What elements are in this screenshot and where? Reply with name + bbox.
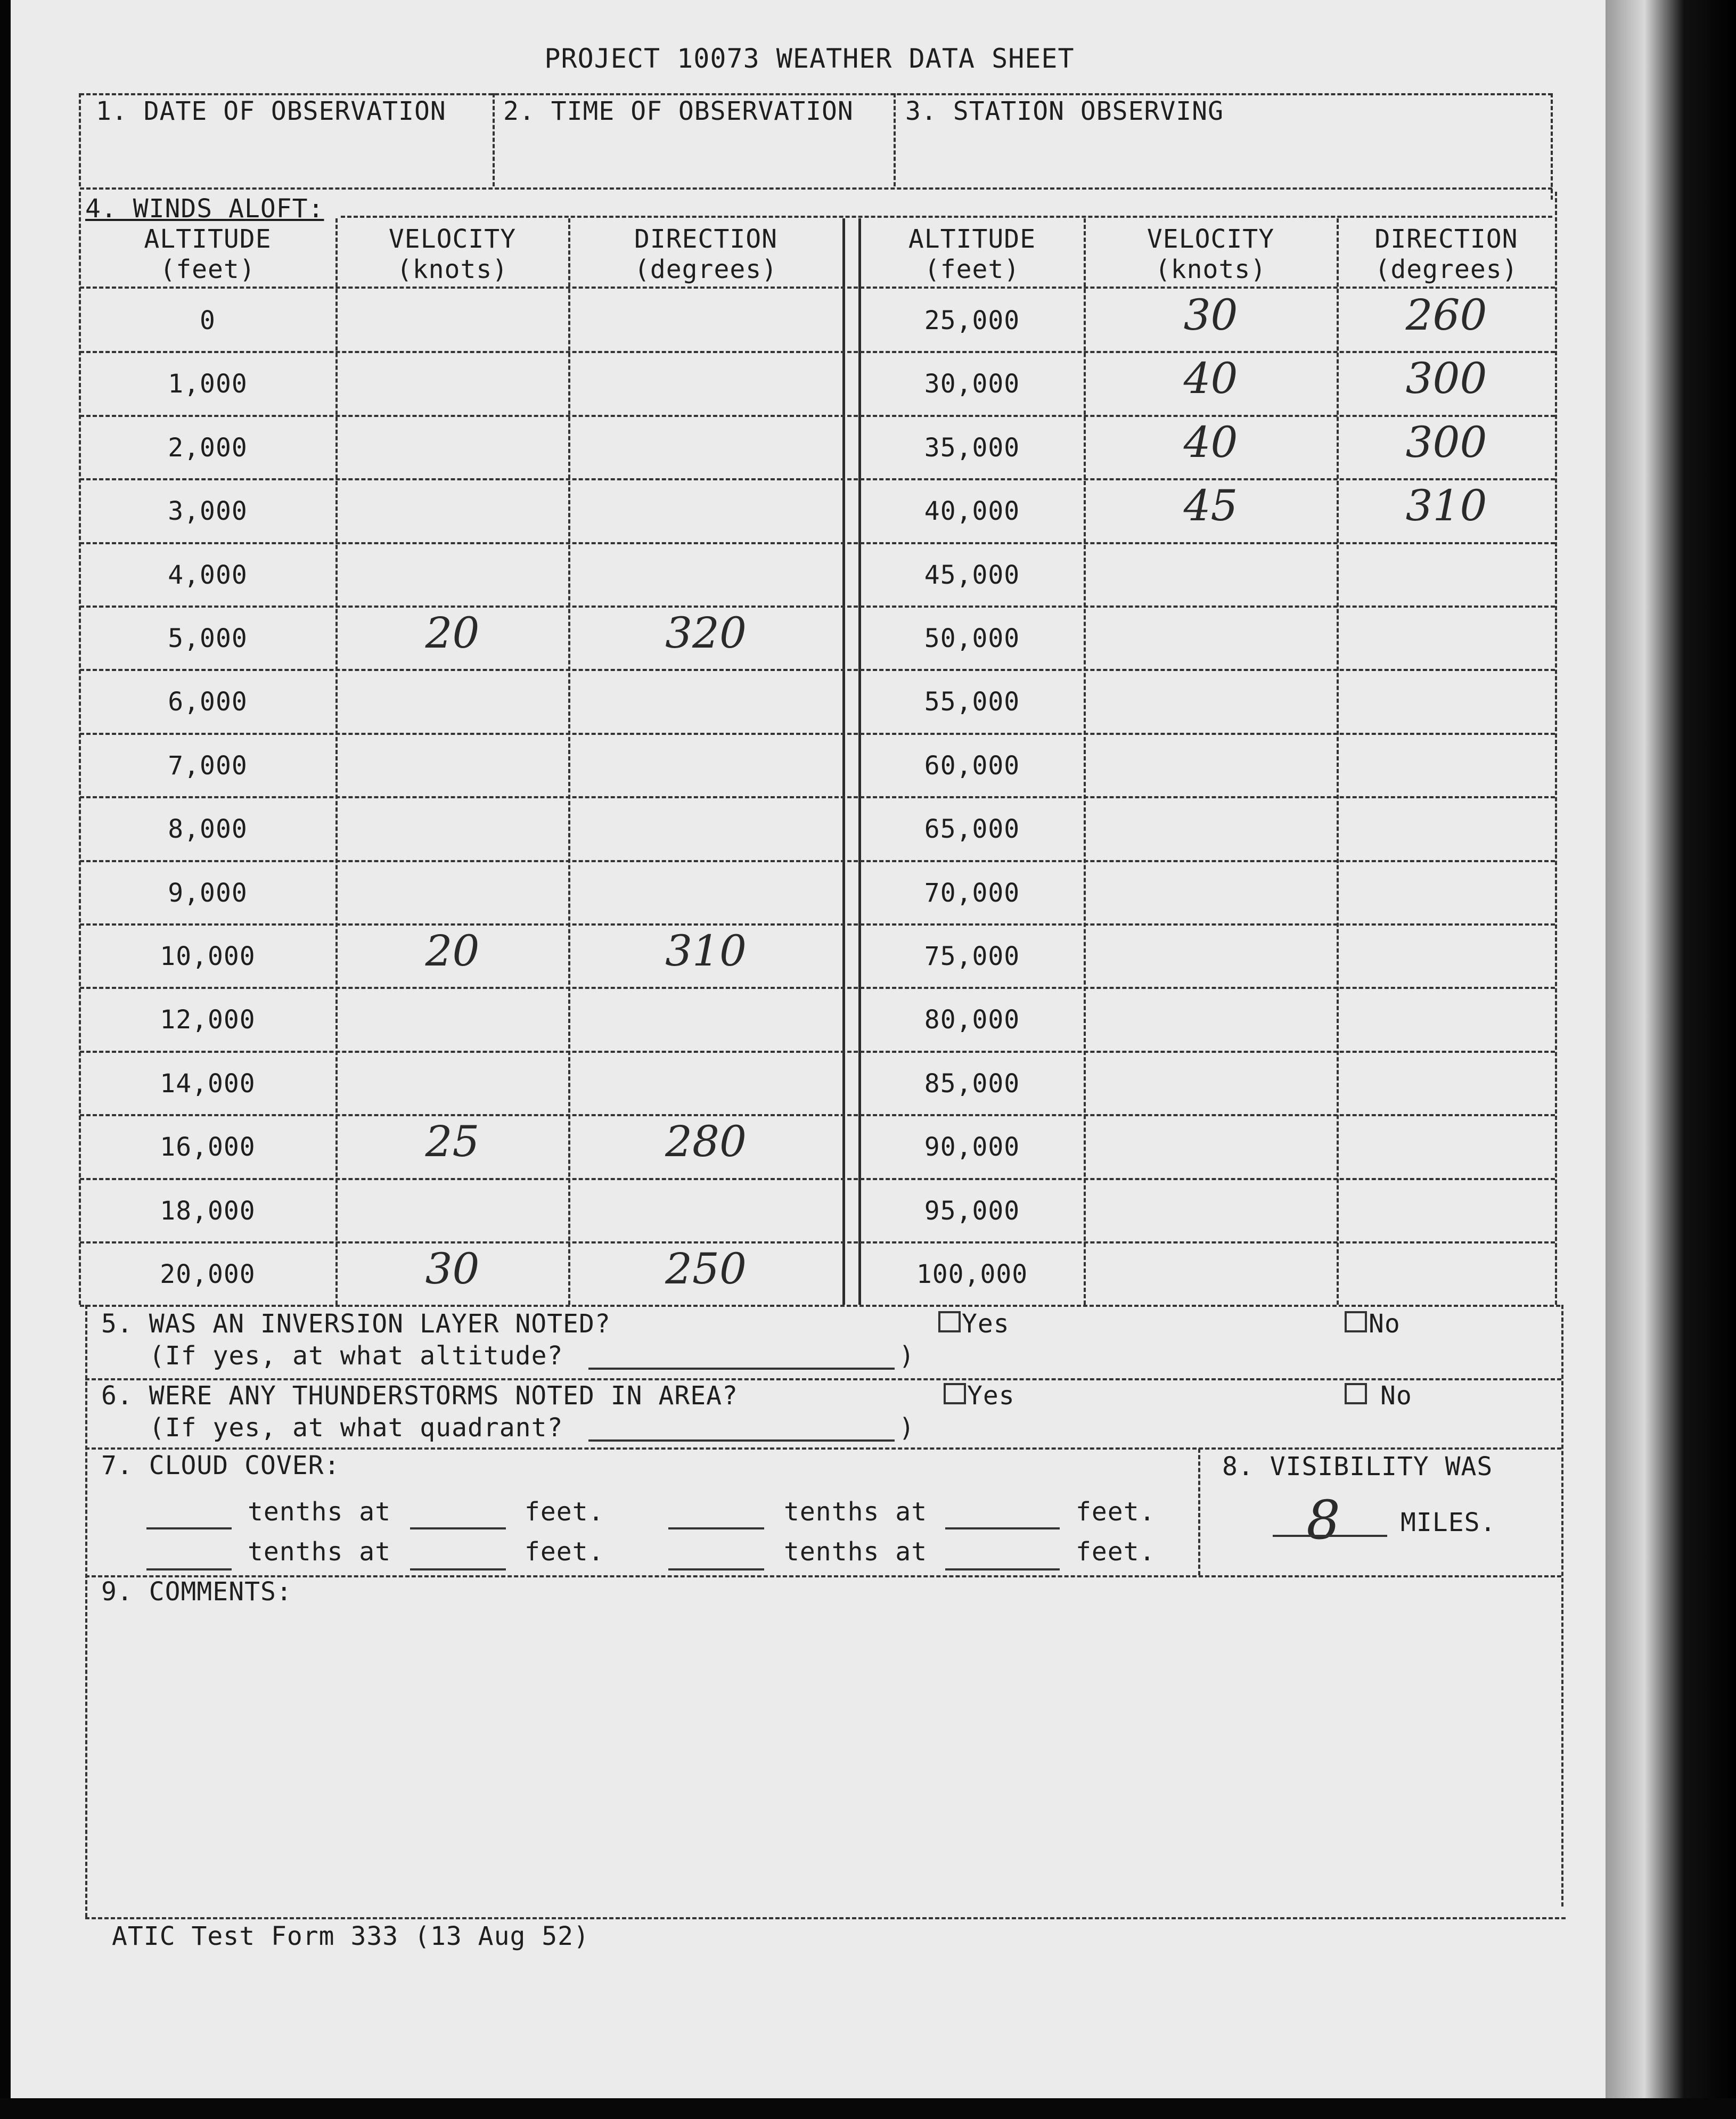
station-label: 3. STATION OBSERVING [905,96,1224,126]
header-right-line [1551,93,1553,200]
winds-cell-alt-r: 80,000 [924,1005,1020,1035]
thunder-yes-label: Yes [967,1381,1015,1411]
section9-top-line [85,1575,1561,1577]
cloud-feet-field-3[interactable] [410,1568,506,1570]
cloud-feet-3: feet. [525,1537,604,1567]
inversion-close-paren: ) [899,1341,915,1371]
winds-cell-alt-r: 60,000 [924,750,1020,781]
winds-cell-dir-r: 310 [1405,481,1487,531]
cloud-tenths-field-1[interactable] [146,1527,232,1529]
winds-cell-alt-r: 70,000 [924,878,1020,908]
winds-cell-alt-r: 100,000 [916,1259,1028,1289]
winds-cell-vel-r: 30 [1183,290,1238,340]
header-left-line [79,93,81,186]
winds-cell-alt-l: 7,000 [168,750,248,781]
winds-cell-dir-r: 300 [1405,417,1487,467]
winds-cell-alt-l: 5,000 [168,624,248,653]
section6-top-line [85,1378,1561,1380]
inversion-question: 5. WAS AN INVERSION LAYER NOTED? [101,1309,611,1339]
thunder-yes-checkbox[interactable] [944,1383,966,1404]
winds-cell-alt-l: 10,000 [160,942,256,971]
winds-cell-vel-l: 30 [425,1244,480,1294]
thunder-no-label: No [1380,1381,1412,1411]
winds-cell-alt-l: 9,000 [168,878,248,908]
visibility-label: 8. VISIBILITY WAS [1222,1452,1493,1482]
winds-cell-alt-r: 85,000 [924,1068,1020,1099]
date-label: 1. DATE OF OBSERVATION [96,96,446,126]
winds-cell-vel-r: 40 [1183,354,1238,404]
inversion-yes-label: Yes [962,1309,1010,1339]
thunder-question: 6. WERE ANY THUNDERSTORMS NOTED IN AREA? [101,1381,738,1411]
visibility-value: 8 [1306,1489,1340,1551]
row-divider [80,923,1555,926]
header-altitude-right: ALTITUDE (feet) [908,224,1036,284]
cloud-feet-1: feet. [525,1497,604,1527]
winds-cell-alt-r: 40,000 [924,496,1020,527]
header-velocity-left: VELOCITY (knots) [388,224,517,284]
header-divider-1 [493,93,495,186]
header-direction-right: DIRECTION (degrees) [1374,224,1518,284]
visibility-field[interactable] [1273,1535,1387,1537]
cloud-feet-4: feet. [1076,1537,1156,1567]
winds-cell-dir-r: 260 [1405,290,1487,340]
winds-aloft-label: 4. WINDS ALOFT: [85,194,324,224]
row-divider [80,1114,1555,1116]
winds-cell-vel-r: 45 [1183,481,1238,531]
winds-cell-vel-l: 25 [425,1117,480,1167]
header-top-line [80,93,1552,95]
winds-cell-alt-r: 35,000 [924,432,1020,463]
winds-cell-alt-l: 8,000 [168,814,248,845]
row-divider [80,415,1555,417]
winds-cell-alt-l: 6,000 [168,687,248,717]
thunder-quadrant-field[interactable] [588,1439,895,1442]
row-divider [80,1051,1555,1053]
row-divider [80,987,1555,989]
winds-cell-alt-r: 50,000 [924,624,1020,653]
form-title: PROJECT 10073 WEATHER DATA SHEET [544,43,1075,74]
winds-cell-alt-r: 55,000 [924,687,1020,717]
winds-cell-dir-r: 300 [1405,354,1487,404]
cloud-feet-2: feet. [1076,1497,1156,1527]
winds-cell-alt-l: 1,000 [168,369,248,399]
header-bottom-line [80,187,1552,190]
cloud-tenths-field-3[interactable] [146,1568,232,1570]
winds-cell-alt-l: 16,000 [160,1132,256,1163]
row-divider [80,733,1555,735]
winds-cell-alt-r: 90,000 [924,1132,1020,1163]
winds-cell-alt-l: 18,000 [160,1196,256,1226]
visibility-unit: MILES. [1401,1508,1496,1537]
winds-cell-vel-l: 20 [425,608,480,658]
cloud-feet-field-1[interactable] [410,1527,506,1529]
form-bottom-line [85,1917,1566,1919]
winds-cell-alt-r: 95,000 [924,1196,1020,1226]
row-divider [80,796,1555,798]
winds-cell-vel-l: 20 [425,926,480,976]
cloud-feet-field-4[interactable] [945,1568,1060,1570]
lower-right-border [1561,1305,1563,1907]
winds-cell-alt-l: 0 [200,306,216,336]
winds-cell-dir-l: 310 [665,926,747,976]
film-edge-bottom [0,2098,1736,2119]
cloud-cover-label: 7. CLOUD COVER: [101,1451,340,1480]
inversion-altitude-field[interactable] [588,1368,895,1370]
winds-cell-alt-r: 25,000 [924,306,1020,336]
winds-cell-dir-l: 320 [665,608,747,658]
inversion-yes-checkbox[interactable] [938,1311,961,1332]
form-footer: ATIC Test Form 333 (13 Aug 52) [112,1921,589,1951]
winds-cell-alt-r: 45,000 [924,560,1020,590]
winds-cell-alt-l: 12,000 [160,1005,256,1035]
winds-cell-dir-l: 280 [665,1117,747,1167]
thunder-followup: (If yes, at what quadrant? [149,1413,563,1443]
row-divider [80,1178,1555,1180]
inversion-followup: (If yes, at what altitude? [149,1341,563,1371]
cloud-visibility-divider [1198,1449,1200,1575]
cloud-tenths-at-1: tenths at [248,1497,391,1527]
winds-cell-alt-r: 65,000 [924,814,1020,845]
inversion-no-label: No [1369,1309,1401,1339]
row-divider [80,860,1555,862]
header-divider-2 [894,93,896,186]
header-velocity-right: VELOCITY (knots) [1147,224,1275,284]
inversion-no-checkbox[interactable] [1345,1311,1367,1332]
winds-top-line [341,216,1552,218]
winds-cell-alt-l: 3,000 [168,496,248,527]
cloud-feet-field-2[interactable] [945,1527,1060,1529]
winds-cell-vel-r: 40 [1183,417,1238,467]
comments-area[interactable] [88,1608,1558,1912]
time-label: 2. TIME OF OBSERVATION [503,96,854,126]
center-double-line-a [842,218,845,1305]
cloud-tenths-field-4[interactable] [668,1568,764,1570]
cloud-tenths-at-2: tenths at [784,1497,928,1527]
winds-cell-alt-r: 30,000 [924,369,1020,399]
thunder-close-paren: ) [899,1413,915,1443]
row-divider [80,606,1555,608]
row-divider [80,669,1555,671]
cloud-tenths-at-3: tenths at [248,1537,391,1567]
row-divider [80,478,1555,480]
row-divider [80,1241,1555,1243]
lower-left-border [85,1305,87,1917]
section5-top-line [80,1305,1560,1307]
cloud-tenths-at-4: tenths at [784,1537,928,1567]
header-altitude-left: ALTITUDE (feet) [144,224,272,284]
section7-top-line [85,1447,1561,1450]
row-divider [80,542,1555,544]
winds-cell-alt-l: 2,000 [168,432,248,463]
winds-cell-alt-l: 4,000 [168,560,248,590]
thunder-no-checkbox[interactable] [1345,1383,1367,1404]
comments-label: 9. COMMENTS: [101,1577,292,1607]
winds-right-border [1555,192,1557,1305]
film-edge-right [1606,0,1736,2119]
winds-cell-alt-l: 20,000 [160,1259,256,1289]
row-divider [80,351,1555,353]
cloud-tenths-field-2[interactable] [668,1527,764,1529]
winds-cell-alt-r: 75,000 [924,942,1020,971]
header-direction-left: DIRECTION (degrees) [634,224,778,284]
winds-cell-alt-l: 14,000 [160,1068,256,1099]
winds-cell-dir-l: 250 [665,1244,747,1294]
